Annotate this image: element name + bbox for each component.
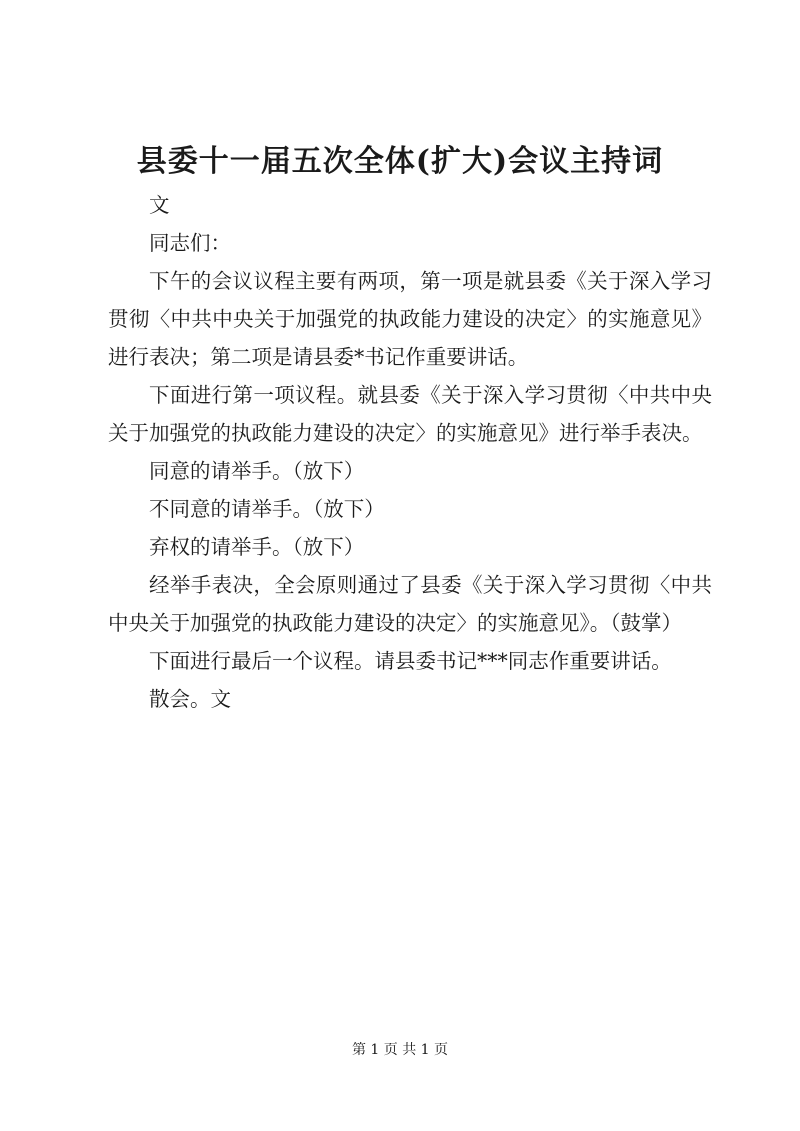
paragraph: 下面进行最后一个议程。请县委书记***同志作重要讲话。 [149,649,672,673]
paragraph: 散会。文 [149,687,231,711]
paragraph: 下午的会议议程主要有两项，第一项是就县委《关于深入学习贯彻〈中共中央关于加强党的执政能力建设的决定〉的实施意见》进行表决；第二项是请县委*书记作重要讲话。 [108,269,712,369]
paragraph: 下面进行第一项议程。就县委《关于深入学习贯彻〈中共中央关于加强党的执政能力建设的决定〉的实施意见》进行举手表决。 [108,383,712,445]
paragraph: 同意的请举手。（放下） [149,459,365,483]
paragraph: 经举手表决，全会原则通过了县委《关于深入学习贯彻〈中共中央关于加强党的执政能力建设的决定〉的实施意见》。（鼓掌） [108,573,712,635]
paragraph: 文 [149,193,170,217]
page-number: 第 1 页 共 1 页 [351,1042,449,1058]
document-body [108,186,712,718]
paragraph: 同志们： [149,231,231,255]
paragraph: 不同意的请举手。（放下） [149,497,385,521]
document-title: 县委十一届五次全体(扩大)会议主持词 [136,144,664,179]
paragraph: 弃权的请举手。（放下） [149,535,365,559]
